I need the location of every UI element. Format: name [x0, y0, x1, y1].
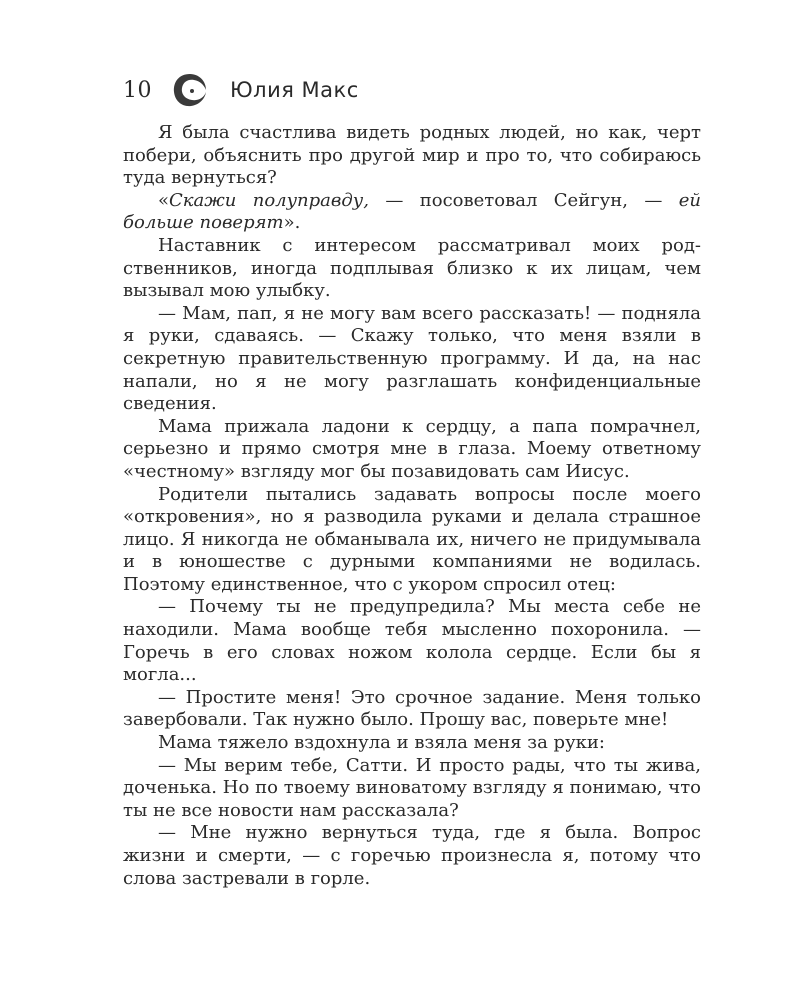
paragraph: — Простите меня! Это срочное задание. Меня только завербовали. Так нужно было. Прошу вас, поверьте мне! [123, 686, 701, 731]
paragraph: Наставник с интересом рассматривал моих родственников, иногда подплывая близко к их лицам, чем вызывал мою улыбку. [123, 234, 701, 302]
paragraph: Мама прижала ладони к сердцу, а папа помрачнел, серьезно и прямо смотря мне в глаза. Моему ответному «честному» взгляду мог бы позавидовать сам Иисус. [123, 415, 701, 482]
italic-phrase: Скажи полуправду, [169, 189, 369, 211]
paragraph: «Скажи полуправду, — посоветовал Сейгун, — ей больше поверят». [123, 189, 701, 234]
italic-phrase: ей больше поверят [123, 189, 701, 234]
page-body [123, 122, 701, 890]
paragraph: — Мы верим тебе, Сатти. И просто рады, что ты жива, доченька. Но по твоему виноватому взгляду я понимаю, что ты не все новости нам рассказала? [123, 754, 701, 821]
paragraph: — Почему ты не предупредила? Мы места себе не находили. Мама вообще тебя мысленно похоронила. — Горечь в его словах ножом колола сердце. Если бы я могла... [123, 596, 701, 686]
paragraph: Я была счастлива видеть родных людей, но как, черт побери, объяснить про другой мир и про то, что собираюсь туда вернуться? [123, 122, 701, 189]
running-header [123, 70, 359, 110]
paragraph: — Мне нужно вернуться туда, где я была. Вопрос жизни и смерти, — с горечью произнесла я, потому что слова застревали в горле. [123, 822, 701, 889]
paragraph: Мама тяжело вздохнула и взяла меня за руки: [158, 732, 605, 754]
book-author: Юлия Макс [230, 78, 359, 102]
swirl-logo-icon [170, 70, 210, 110]
paragraph: — Мам, пап, я не могу вам всего рассказать! — подняла я руки, сдаваясь. — Скажу только, что меня взяли в секретную правительственную программу. И да, на нас напали, но я не могу разглашать конфиденциальные сведения. [123, 302, 701, 415]
page-number: 10 [123, 77, 152, 103]
paragraph: Родители пытались задавать вопросы после моего «откровения», но я разводила руками и делала страшное лицо. Я никогда не обманывала их, ничего не придумывала и в юношестве с дурными компаниями не водилась. Поэтому единственное, что с укором спросил отец: [123, 483, 701, 595]
